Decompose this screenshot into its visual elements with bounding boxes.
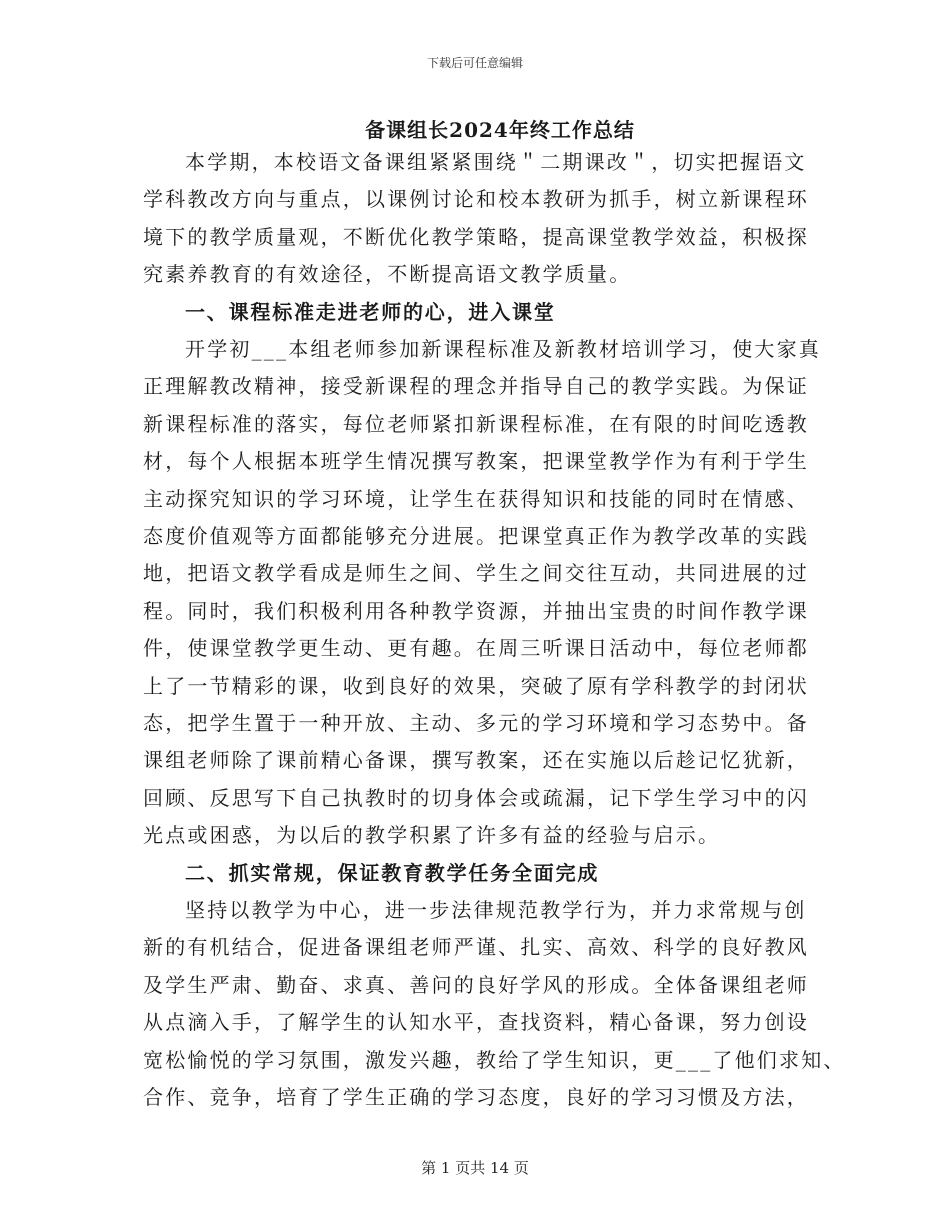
text-line: 材，每个人根据本班学生情况撰写教案，把课堂教学作为有利于学生 xyxy=(143,449,809,474)
text-line: 本学期，本校语文备课组紧紧围绕＂二期课改＂，切实把握语文 xyxy=(185,150,807,174)
section-heading: 一、课程标准走进老师的心，进入课堂 xyxy=(185,299,556,324)
text-line: 及学生严肃、勤奋、求真、善问的良好学风的形成。全体备课组老师 xyxy=(143,972,809,997)
text-line: 回顾、反思写下自己执教时的切身体会或疏漏，记下学生学习中的闪 xyxy=(143,785,809,810)
text-line: 宽松愉悦的学习氛围，激发兴趣，教给了学生知识，更___了他们求知、 xyxy=(143,1047,846,1072)
text-line: 新的有机结合，促进备课组老师严谨、扎实、高效、科学的良好教风 xyxy=(143,935,809,960)
text-line: 开学初___本组老师参加新课程标准及新教材培训学习，使大家真 xyxy=(185,337,821,361)
text-line: 合作、竞争，培育了学生正确的学习态度，良好的学习习惯及方法， xyxy=(143,1085,809,1109)
text-line: 件，使课堂教学更生动、更有趣。在周三听课日活动中，每位老师都 xyxy=(143,636,809,661)
section-heading: 二、抓实常规，保证教育教学任务全面完成 xyxy=(185,860,600,885)
text-line: 新课程标准的落实，每位老师紧扣新课程标准，在有限的时间吃透教 xyxy=(143,411,809,436)
text-line: 坚持以教学为中心，进一步法律规范教学行为，并力求常规与创 xyxy=(185,898,807,922)
page-footer: 第 1 页共 14 页 xyxy=(421,1159,529,1177)
text-line: 从点滴入手，了解学生的认知水平，查找资料，精心备课，努力创设 xyxy=(143,1010,809,1035)
text-line: 态，把学生置于一种开放、主动、多元的学习环境和学习态势中。备 xyxy=(143,711,809,735)
page-header: 下载后可任意编辑 xyxy=(426,56,523,70)
text-line: 上了一节精彩的课，收到良好的效果，突破了原有学科教学的封闭状 xyxy=(143,673,809,698)
text-line: 主动探究知识的学习环境，让学生在获得知识和技能的同时在情感、 xyxy=(143,486,809,511)
text-line: 究素养教育的有效途径，不断提高语文教学质量。 xyxy=(143,262,632,287)
text-line: 光点或困惑，为以后的教学积累了许多有益的经验与启示。 xyxy=(143,823,721,848)
text-line: 态度价值观等方面都能够充分进展。把课堂真正作为教学改革的实践 xyxy=(143,524,809,548)
text-line: 课组老师除了课前精心备课，撰写教案，还在实施以后趁记忆犹新， xyxy=(143,748,809,773)
text-line: 地，把语文教学看成是师生之间、学生之间交往互动，共同进展的过 xyxy=(143,561,809,586)
text-line: 学科教改方向与重点，以课例讨论和校本教研为抓手，树立新课程环 xyxy=(143,187,809,212)
text-line: 正理解教改精神，接受新课程的理念并指导自己的教学实践。为保证 xyxy=(143,374,809,399)
text-line: 程。同时，我们积极利用各种教学资源，并抽出宝贵的时间作教学课 xyxy=(143,598,809,623)
document-title: 备课组长2024年终工作总结 xyxy=(365,118,635,142)
text-line: 境下的教学质量观，不断优化教学策略，提高课堂教学效益，积极探 xyxy=(143,224,809,249)
